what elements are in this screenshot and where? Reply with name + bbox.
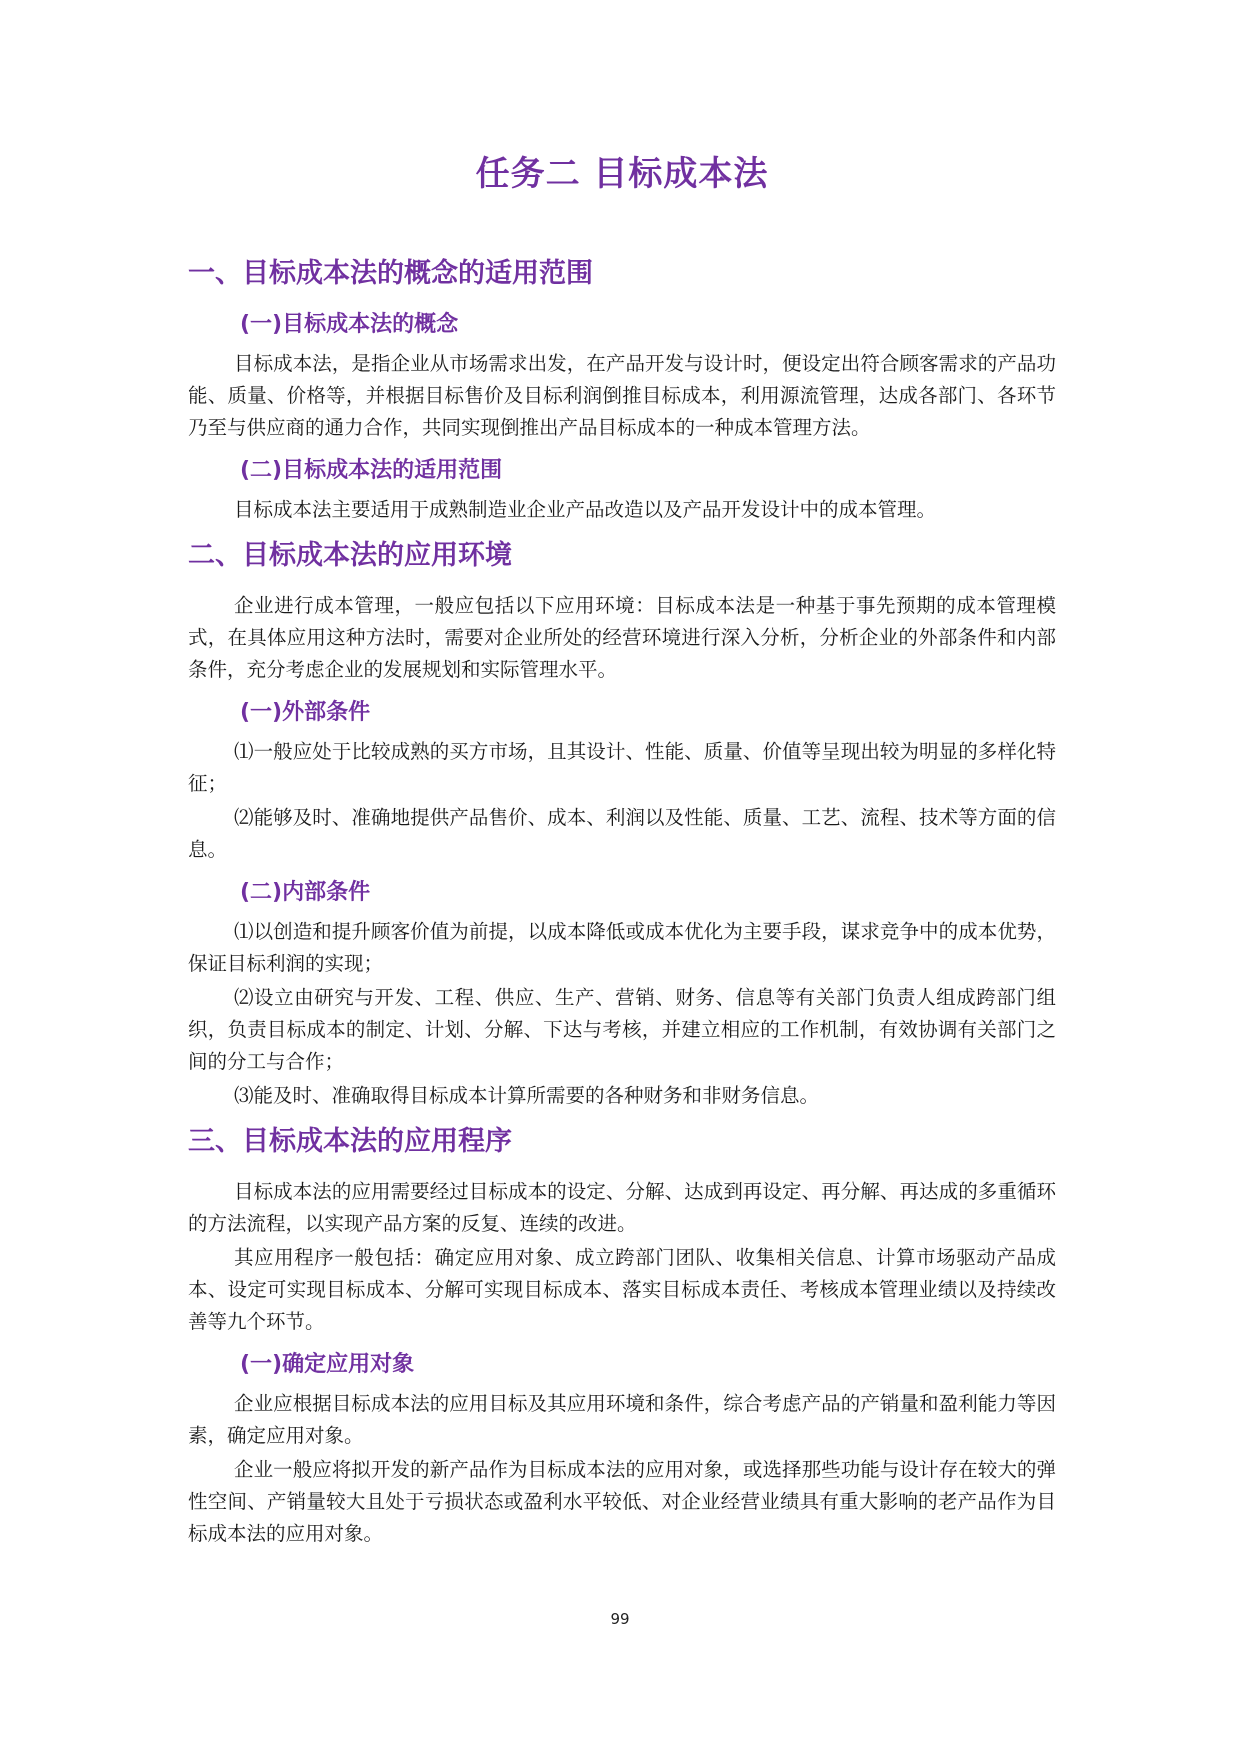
paragraph: 目标成本法的应用需要经过目标成本的设定、分解、达成到再设定、再分解、再达成的多重循环的方法流程，以实现产品方案的反复、连续的改进。 [188, 1180, 1056, 1235]
paragraph: 企业进行成本管理，一般应包括以下应用环境：目标成本法是一种基于事先预期的成本管理模式，在具体应用这种方法时，需要对企业所处的经营环境进行深入分析，分析企业的外部条件和内部条件，充分考虑企业的发展规划和实际管理水平。 [188, 594, 1056, 681]
page-title: 任务二 目标成本法 [475, 154, 769, 194]
paragraph: 目标成本法主要适用于成熟制造业企业产品改造以及产品开发设计中的成本管理。 [234, 498, 937, 521]
section-1-heading: 一、目标成本法的概念的适用范围 [188, 258, 593, 289]
section-3-heading: 三、目标成本法的应用程序 [188, 1126, 512, 1157]
section-2-2-heading: (二)内部条件 [240, 880, 371, 905]
list-item: ⑵能够及时、准确地提供产品售价、成本、利润以及性能、质量、工艺、流程、技术等方面的信息。 [188, 806, 1056, 861]
paragraph: 目标成本法，是指企业从市场需求出发，在产品开发与设计时，便设定出符合顾客需求的产品功能、质量、价格等，并根据目标售价及目标利润倒推目标成本，利用源流管理，达成各部门、各环节乃至与供应商的通力合作，共同实现倒推出产品目标成本的一种成本管理方法。 [188, 352, 1056, 439]
section-2-heading: 二、目标成本法的应用环境 [188, 540, 512, 571]
paragraph: 其应用程序一般包括：确定应用对象、成立跨部门团队、收集相关信息、计算市场驱动产品成本、设定可实现目标成本、分解可实现目标成本、落实目标成本责任、考核成本管理业绩以及持续改善等九个环节。 [188, 1246, 1056, 1333]
page-content [188, 150, 1056, 1560]
list-item: ⑴一般应处于比较成熟的买方市场，且其设计、性能、质量、价值等呈现出较为明显的多样化特征； [188, 740, 1056, 795]
list-item: ⑶能及时、准确取得目标成本计算所需要的各种财务和非财务信息。 [234, 1084, 820, 1107]
section-1-2-heading: (二)目标成本法的适用范围 [240, 458, 503, 483]
section-3-1-heading: (一)确定应用对象 [240, 1352, 415, 1377]
list-item: ⑴以创造和提升顾客价值为前提，以成本降低或成本优化为主要手段，谋求竞争中的成本优势，保证目标利润的实现； [188, 920, 1056, 975]
list-item: ⑵设立由研究与开发、工程、供应、生产、营销、财务、信息等有关部门负责人组成跨部门组织，负责目标成本的制定、计划、分解、下达与考核，并建立相应的工作机制，有效协调有关部门之间的分工与合作； [188, 986, 1056, 1073]
page-number: 99 [610, 1610, 630, 1628]
section-2-1-heading: (一)外部条件 [240, 700, 371, 725]
paragraph: 企业应根据目标成本法的应用目标及其应用环境和条件，综合考虑产品的产销量和盈利能力等因素，确定应用对象。 [188, 1392, 1056, 1447]
section-1-1-heading: (一)目标成本法的概念 [240, 312, 459, 337]
paragraph: 企业一般应将拟开发的新产品作为目标成本法的应用对象，或选择那些功能与设计存在较大的弹性空间、产销量较大且处于亏损状态或盈利水平较低、对企业经营业绩具有重大影响的老产品作为目标成本法的应用对象。 [188, 1458, 1056, 1545]
